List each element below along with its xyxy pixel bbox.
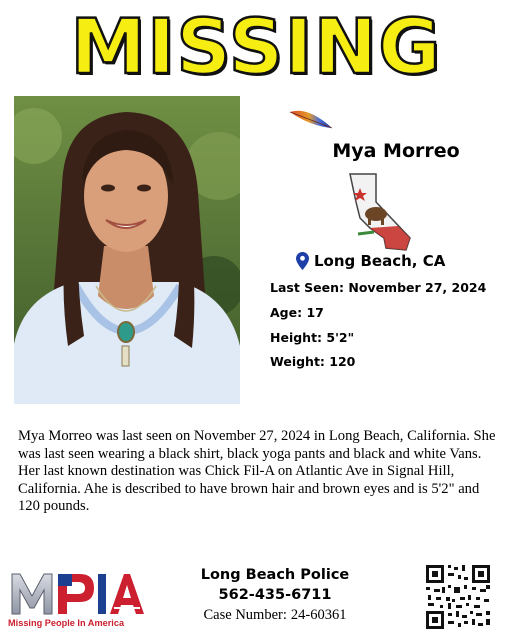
- person-name: Mya Morreo: [332, 140, 460, 162]
- feather-icon: [288, 106, 334, 134]
- age: Age: 17: [270, 305, 324, 320]
- police-contact: [180, 565, 370, 625]
- california-flag-map: [346, 172, 416, 252]
- height: Height: 5'2": [270, 330, 355, 345]
- qr-code: [424, 563, 492, 631]
- case-number: [180, 605, 370, 625]
- police-agency: Long Beach Police: [200, 567, 350, 583]
- logo-caption: Missing People In America: [8, 618, 125, 628]
- case-label: Case Number:: [203, 607, 287, 623]
- case-number-value: 24-60361: [290, 607, 347, 623]
- weight: Weight: 120: [270, 354, 356, 369]
- location: [296, 250, 445, 272]
- location-text: Long Beach, CA: [314, 252, 446, 270]
- missing-person-photo: [14, 96, 240, 404]
- headline: MISSING: [70, 2, 442, 91]
- description: Mya Morreo was last seen on November 27, 2024 in Long Beach, California. She was last seen wearing a black shirt, black yoga pants and black and white Vans. Her last known destination was Chick Fil-A on Atlantic Ave in Signal Hill, California. Ahe is described to have brown hair and brown eyes and is 5'2" and 120 pounds.: [18, 428, 496, 514]
- last-seen: Last Seen: November 27, 2024: [270, 280, 487, 295]
- map-pin-icon: [296, 252, 309, 270]
- police-phone: 562-435-6711: [218, 587, 332, 603]
